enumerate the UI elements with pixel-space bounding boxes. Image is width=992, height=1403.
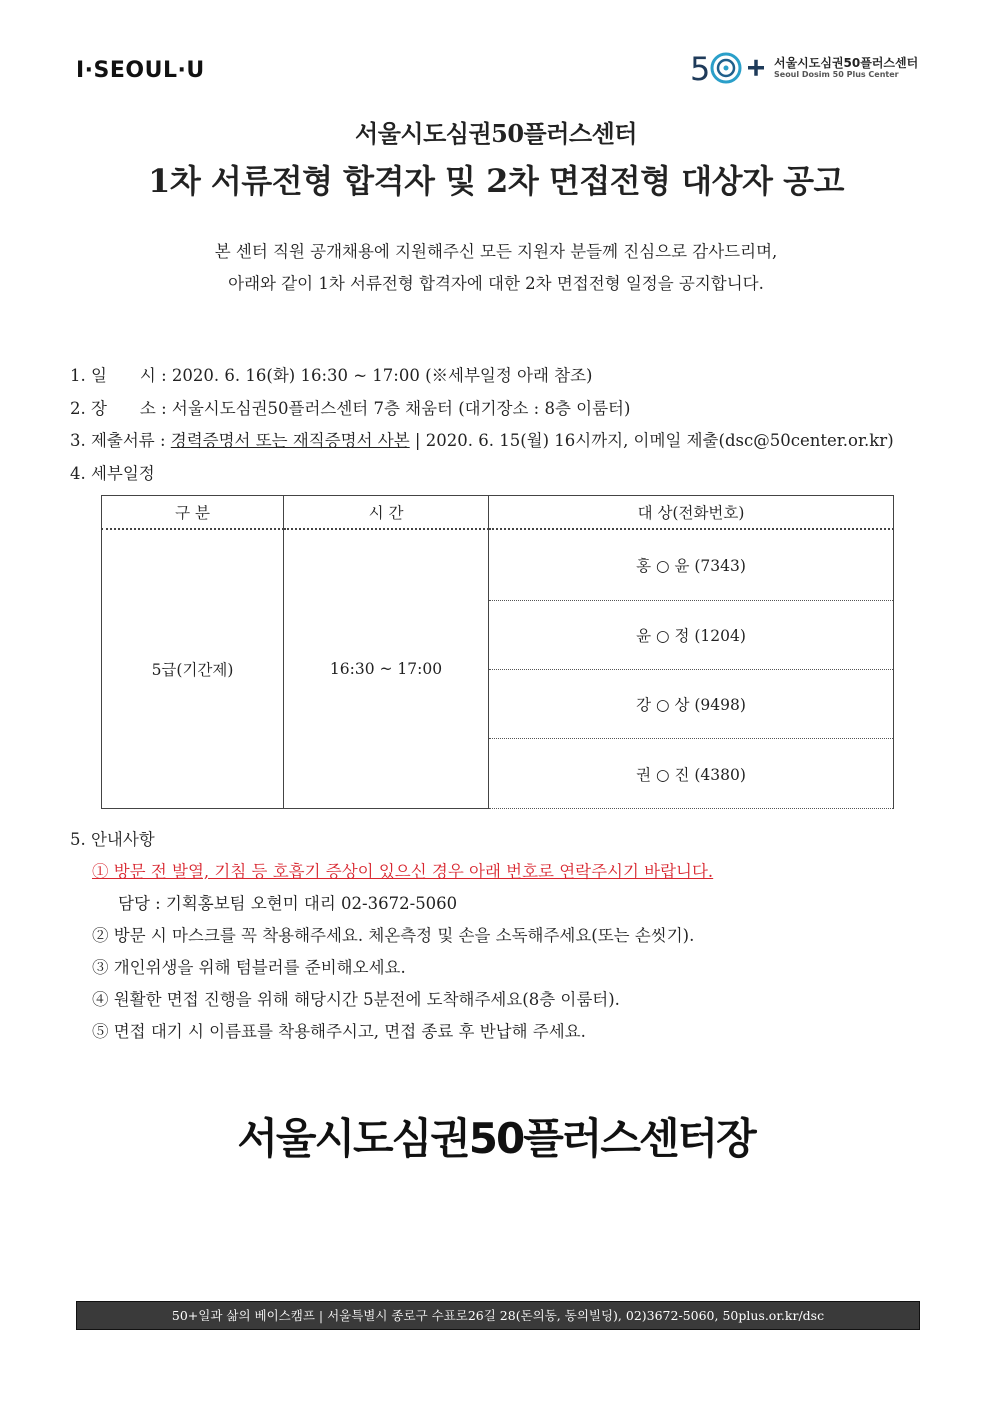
date-item <box>70 360 894 393</box>
note-item-2: ② 방문 시 마스크를 꼭 착용해주세요. 체온측정 및 손을 소독해주세요(또는 손씻기). <box>92 926 695 945</box>
intro-paragraph <box>0 236 992 300</box>
signature: 서울시도심권50플러스센터장 <box>237 1114 755 1163</box>
intro-line-2: 아래와 같이 1차 서류전형 합격자에 대한 2차 면접전형 일정을 공지합니다. <box>228 274 764 293</box>
documents-deadline: | 2020. 6. 15(월) 16시까지, 이메일 제출(dsc@50center.or.kr) <box>409 431 894 450</box>
note-item-5: ⑤ 면접 대기 시 이름표를 착용해주시고, 면접 종료 후 반납해 주세요. <box>92 1022 586 1041</box>
note-contact: 담당 : 기획홍보팀 오현미 대리 02-3672-5060 <box>118 894 458 913</box>
announcement-title: 1차 서류전형 합격자 및 2차 면접전형 대상자 공고 <box>148 162 844 200</box>
place-value: 서울시도심권50플러스센터 7층 채움터 (대기장소 : 8층 이룸터) <box>171 398 631 418</box>
note-warning: ① 방문 전 발열, 기침 등 호흡기 증상이 있으신 경우 아래 번호로 연락주시기 바랍니다. <box>92 862 714 881</box>
center-name-en: Seoul Dosim 50 Plus Center <box>774 70 899 80</box>
svg-text:5: 5 <box>690 50 711 86</box>
footer-bar: 50+일과 삶의 베이스캠프 | 서울특별시 종로구 수표로26길 28(돈의동, 동의빌딩), 02)3672-5060, 50plus.or.kr/dsc <box>76 1301 920 1330</box>
place-item <box>70 393 894 426</box>
details-list <box>70 360 894 490</box>
center-logo <box>690 50 918 86</box>
header-time: 시 간 <box>284 496 489 530</box>
documents-item <box>70 425 894 458</box>
place-label: 2. 장 소 : <box>70 398 172 418</box>
notes-heading: 5. 안내사항 <box>70 830 155 849</box>
time-cell: 16:30 ~ 17:00 <box>284 529 489 809</box>
intro-line-1: 본 센터 직원 공개채용에 지원해주신 모든 지원자 분들께 진심으로 감사드리며, <box>214 242 778 261</box>
notes-section <box>70 824 713 1048</box>
center-name-ko: 서울시도심권50플러스센터 <box>774 56 919 70</box>
category-cell: 5급(기간제) <box>102 529 284 809</box>
organization-title: 서울시도심권50플러스센터 <box>355 119 637 148</box>
header-target: 대 상(전화번호) <box>489 496 894 530</box>
candidate-cell: 윤 ○ 정 (1204) <box>489 600 894 669</box>
note-item-1 <box>70 856 713 888</box>
table-row <box>102 529 894 600</box>
date-value: 2020. 6. 16(화) 16:30 ~ 17:00 (※세부일정 아래 참조) <box>171 366 593 385</box>
documents-label: 3. 제출서류 : <box>70 431 171 450</box>
seoul-logo: I·SEOUL·U <box>76 58 205 83</box>
documents-required: 경력증명서 또는 재직증명서 사본 <box>170 431 410 450</box>
schedule-table <box>101 495 894 809</box>
note-item-4: ④ 원활한 면접 진행을 위해 해당시간 5분전에 도착해주세요(8층 이룸터). <box>92 990 620 1009</box>
candidate-cell: 권 ○ 진 (4380) <box>489 739 894 809</box>
header-category: 구 분 <box>102 496 284 530</box>
date-label: 1. 일 시 : <box>70 366 172 385</box>
note-item-3: ③ 개인위생을 위해 텀블러를 준비해오세요. <box>92 958 406 977</box>
schedule-heading: 4. 세부일정 <box>70 463 155 483</box>
table-header-row <box>102 496 894 530</box>
candidate-cell: 강 ○ 상 (9498) <box>489 669 894 738</box>
fifty-plus-logo-icon <box>690 50 768 86</box>
candidate-cell: 홍 ○ 윤 (7343) <box>489 529 894 600</box>
